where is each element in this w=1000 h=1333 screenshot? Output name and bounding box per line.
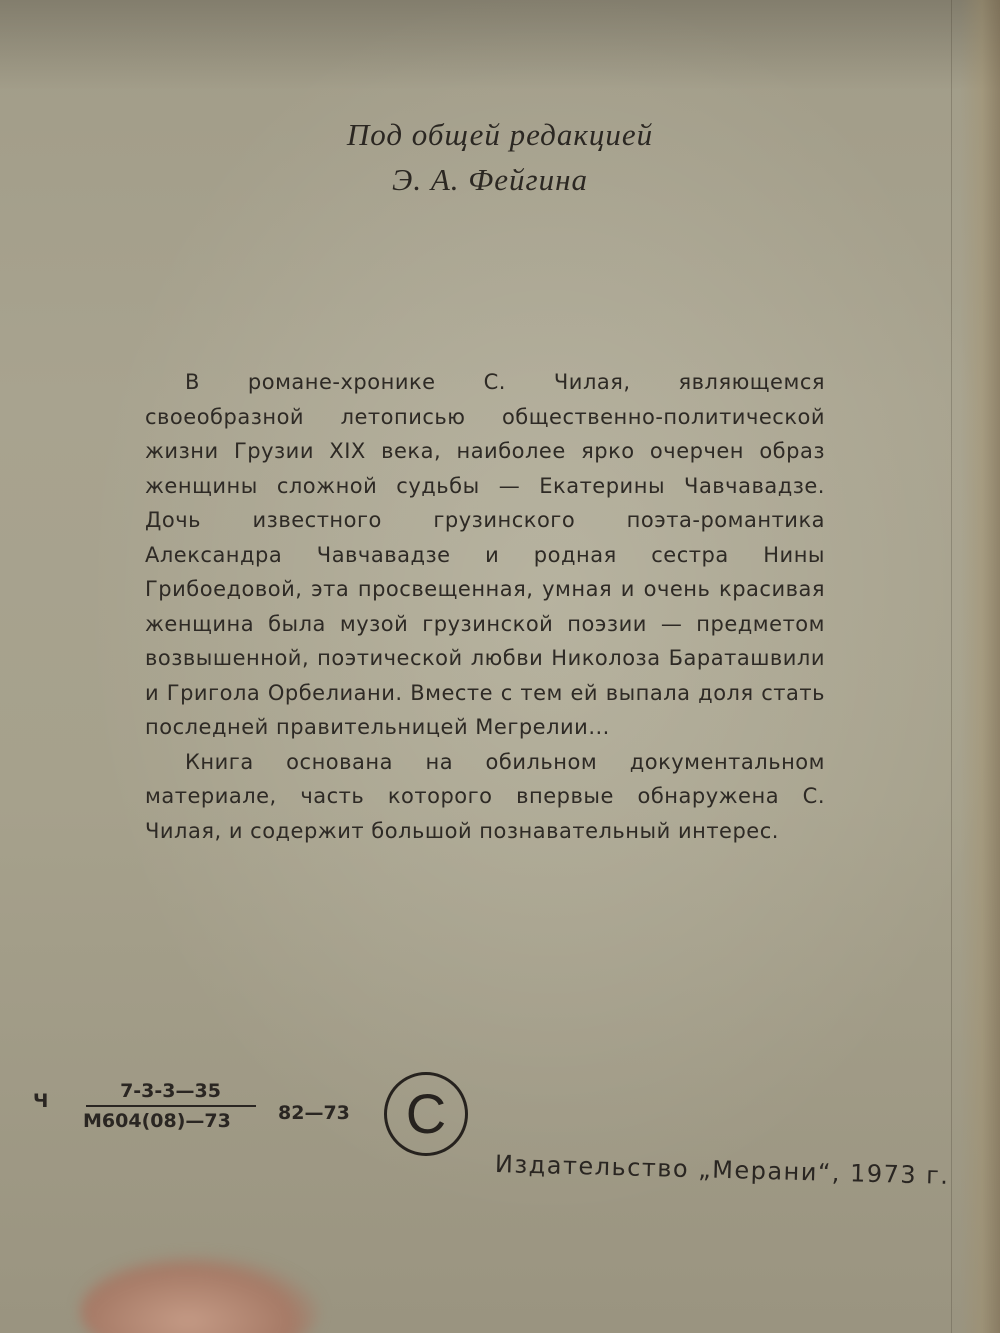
bbk-index — [28, 1080, 358, 1150]
bbk-numerator: 7-3-3—35 — [120, 1080, 221, 1102]
publisher-line: Издательство „Мерани“, 1973 г. — [494, 1150, 950, 1190]
bbk-fraction-bar — [86, 1105, 256, 1107]
annotation-paragraph-2: Книга основана на обильном документальном материале, часть которого впервые обнаружена С. Чилая, и содержит большой познавательный интерес. — [145, 749, 825, 843]
annotation-paragraph-1: В романе-хронике С. Чилая, являющемся своеобразной летописью общественно-политической жизни Грузии XIX века, наиболее ярко очерчен образ женщины сложной судьбы — Екатерины Чавчавадзе. Дочь известного грузинского поэта-романтика Александра Чавчавадзе и родная сестра Нины Грибоедовой, эта просвещенная, умная и очень красивая женщина была музой грузинской поэзии — предметом возвышенной, поэтической любви Николоза Бараташвили и Григола Орбелиани. Вместе с тем ей выпала доля стать последней правительницей Мегрелии... — [145, 370, 825, 739]
bbk-denominator: М604(08)—73 — [83, 1110, 231, 1132]
finger-shadow — [80, 1255, 320, 1333]
bbk-letter: Ч — [33, 1090, 49, 1112]
copyright-icon: C — [384, 1072, 468, 1156]
page-shadow — [0, 0, 1000, 90]
book-annotation — [145, 365, 825, 848]
editor-note-line1: Под общей редакцией — [346, 117, 654, 152]
page-edge — [960, 0, 1000, 1333]
editor-name: Э. А. Фейгина — [392, 162, 588, 197]
bbk-suffix: 82—73 — [278, 1102, 350, 1124]
page-edge-line — [951, 0, 952, 1333]
